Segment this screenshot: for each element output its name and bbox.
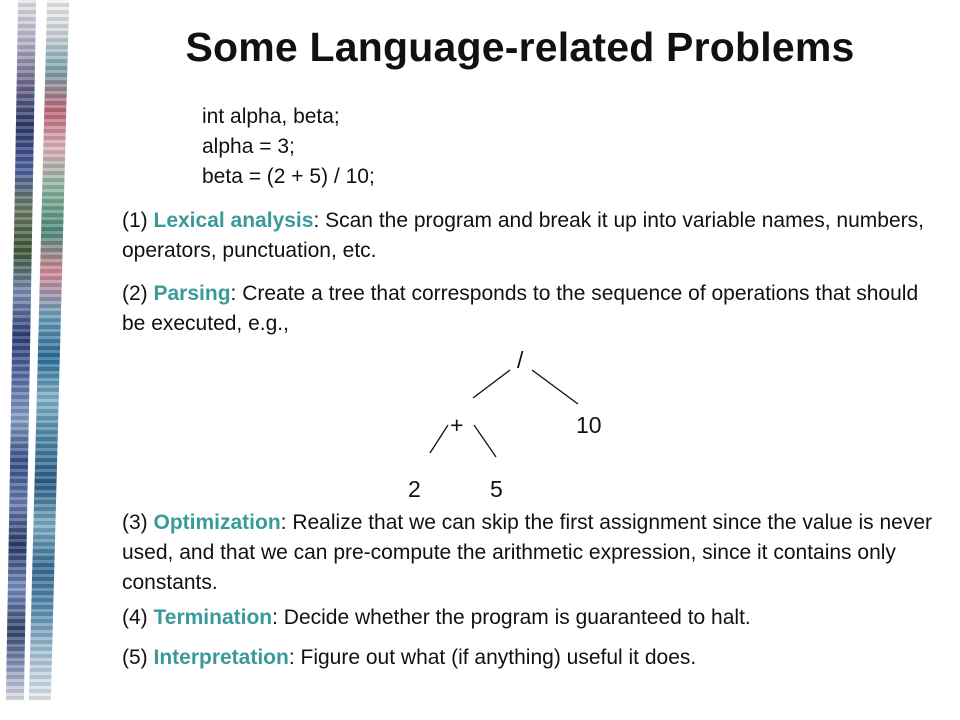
slide-title: Some Language-related Problems (185, 24, 855, 70)
item-term: Parsing (153, 282, 231, 305)
item-number: (4) (122, 606, 154, 629)
item-text: : Scan the program and break it up into variable names, numbers, operators, punctuation, etc. (122, 209, 924, 262)
item-term: Optimization (153, 511, 281, 534)
item-termination (122, 603, 932, 633)
code-line: alpha = 3; (202, 135, 295, 158)
code-line: int alpha, beta; (202, 105, 340, 128)
tree-node-plus: + (450, 412, 464, 438)
code-line: beta = (2 + 5) / 10; (202, 165, 375, 188)
item-number: (5) (122, 646, 154, 669)
edge-plus-right (474, 425, 496, 457)
item-number: (3) (122, 511, 154, 534)
edge-root-left (473, 370, 510, 398)
item-number: (1) (122, 209, 154, 232)
item-parsing (122, 279, 932, 339)
parse-tree (380, 340, 640, 510)
item-text: : Realize that we can skip the first assignment since the value is never used, and that we can pre-compute the arithmetic expression, since it contains only constants. (122, 511, 932, 594)
item-number: (2) (122, 282, 154, 305)
code-block (202, 102, 375, 192)
edge-plus-left (430, 425, 448, 453)
tree-node-ten: 10 (576, 412, 602, 438)
item-lexical-analysis (122, 206, 932, 266)
item-text: : Decide whether the program is guaranteed to halt. (272, 606, 751, 629)
item-optimization (122, 508, 932, 598)
tree-node-root: / (517, 347, 524, 373)
item-term: Interpretation (153, 646, 289, 669)
item-term: Termination (153, 606, 273, 629)
tree-node-two: 2 (408, 476, 421, 502)
item-term: Lexical analysis (153, 209, 314, 232)
tree-node-five: 5 (490, 476, 503, 502)
edge-root-right (532, 370, 578, 404)
decorative-strip-right (29, 0, 69, 700)
item-text: : Figure out what (if anything) useful it does. (288, 646, 697, 669)
item-interpretation (122, 643, 932, 673)
item-text: : Create a tree that corresponds to the sequence of operations that should be executed, e.g., (122, 282, 919, 335)
